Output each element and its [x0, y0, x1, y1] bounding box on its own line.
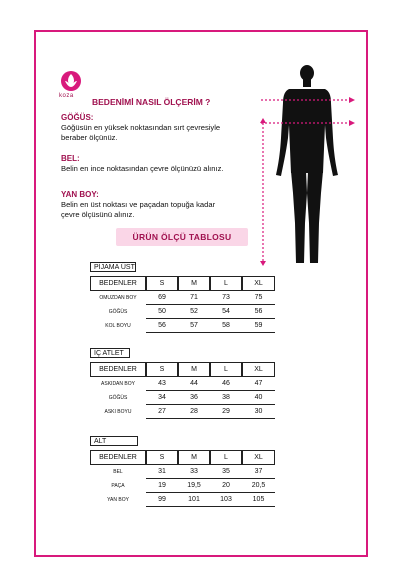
- row-label: ASKI BOYU: [104, 409, 132, 415]
- table-row: [90, 405, 275, 419]
- header-cell: S: [146, 362, 178, 377]
- table-row: [90, 465, 275, 479]
- table-cell: 40: [242, 391, 275, 405]
- table-cell: 75: [242, 291, 275, 305]
- table-cell: 46: [210, 377, 242, 391]
- header-cell: M: [178, 362, 210, 377]
- header-cell: BEDENLER: [90, 450, 146, 465]
- row-label: GÖĞÜS: [108, 395, 128, 401]
- row-label: BEL: [113, 469, 123, 475]
- table-undershirt: [90, 362, 275, 419]
- table-cell: 56: [146, 319, 178, 333]
- table-cell: 54: [210, 305, 242, 319]
- table-cell: 20: [210, 479, 242, 493]
- row-label: ASKIDAN BOY: [101, 381, 135, 387]
- page-title: BEDENİMİ NASIL ÖLÇERİM ?: [92, 97, 211, 107]
- table-cell: 103: [210, 493, 242, 507]
- section-line: Belin en ince noktasından çevre ölçünüzü alınız.: [61, 164, 224, 173]
- table-row: [90, 493, 275, 507]
- table-row: [90, 305, 275, 319]
- header-cell: XL: [242, 362, 275, 377]
- header-cell: S: [146, 276, 178, 291]
- table-header-row: [90, 276, 275, 291]
- header-cell: L: [210, 362, 242, 377]
- table-cell: 69: [146, 291, 178, 305]
- table-cell: 30: [242, 405, 275, 419]
- table-row: [90, 291, 275, 305]
- table-cell: 99: [146, 493, 178, 507]
- table-label-undershirt: İÇ ATLET: [90, 348, 130, 358]
- header-cell: S: [146, 450, 178, 465]
- table-cell: 50: [146, 305, 178, 319]
- section-line: çevre ölçüsünü alınız.: [61, 210, 135, 219]
- table-cell: 71: [178, 291, 210, 305]
- brand-name: koza: [59, 93, 74, 99]
- header-cell: M: [178, 450, 210, 465]
- table-row: [90, 377, 275, 391]
- table-cell: 27: [146, 405, 178, 419]
- row-label: KOL BOYU: [105, 323, 131, 329]
- product-size-table-title: ÜRÜN ÖLÇÜ TABLOSU: [116, 228, 248, 246]
- header-cell: BEDENLER: [90, 362, 146, 377]
- header-cell: BEDENLER: [90, 276, 146, 291]
- header-cell: XL: [242, 450, 275, 465]
- section-heading: GÖĞÜS:: [61, 113, 94, 122]
- row-label: YAN BOY: [107, 497, 129, 503]
- table-cell: 56: [242, 305, 275, 319]
- section-heading: BEL:: [61, 154, 80, 163]
- table-row: [90, 319, 275, 333]
- table-cell: 19: [146, 479, 178, 493]
- row-label: PAÇA: [111, 483, 125, 489]
- table-cell: 52: [178, 305, 210, 319]
- table-cell: 105: [242, 493, 275, 507]
- header-cell: XL: [242, 276, 275, 291]
- row-label: GÖĞÜS: [108, 309, 128, 315]
- table-cell: 29: [210, 405, 242, 419]
- table-header-row: [90, 450, 275, 465]
- header-cell: M: [178, 276, 210, 291]
- table-cell: 35: [210, 465, 242, 479]
- table-cell: 58: [210, 319, 242, 333]
- table-cell: 59: [242, 319, 275, 333]
- table-row: [90, 391, 275, 405]
- section-line: Belin en üst noktası ve paçadan topuğa kadar: [61, 200, 216, 209]
- section-side-length: [61, 190, 271, 220]
- table-cell: 73: [210, 291, 242, 305]
- table-cell: 28: [178, 405, 210, 419]
- section-line: Göğüsün en yüksek noktasından sırt çevresiyle: [61, 123, 221, 132]
- table-row: [90, 479, 275, 493]
- section-heading: YAN BOY:: [61, 190, 99, 199]
- table-header-row: [90, 362, 275, 377]
- section-chest: [61, 113, 271, 143]
- header-cell: L: [210, 276, 242, 291]
- table-cell: 33: [178, 465, 210, 479]
- table-cell: 37: [242, 465, 275, 479]
- table-label-bottom: ALT: [90, 436, 138, 446]
- table-cell: 47: [242, 377, 275, 391]
- table-cell: 57: [178, 319, 210, 333]
- body-silhouette-icon: [255, 63, 355, 273]
- table-cell: 38: [210, 391, 242, 405]
- row-label: OMUZDAN BOY: [99, 295, 137, 301]
- table-cell: 101: [178, 493, 210, 507]
- table-cell: 20,5: [242, 479, 275, 493]
- table-bottom: [90, 450, 275, 507]
- header-cell: L: [210, 450, 242, 465]
- section-line: beraber ölçünüz.: [61, 133, 118, 142]
- table-cell: 44: [178, 377, 210, 391]
- table-cell: 19,5: [178, 479, 210, 493]
- table-pajama-top: [90, 276, 275, 333]
- table-cell: 34: [146, 391, 178, 405]
- table-cell: 31: [146, 465, 178, 479]
- table-cell: 36: [178, 391, 210, 405]
- section-waist: [61, 154, 271, 174]
- table-cell: 43: [146, 377, 178, 391]
- table-label-pajama-top: PİJAMA ÜST: [90, 262, 136, 272]
